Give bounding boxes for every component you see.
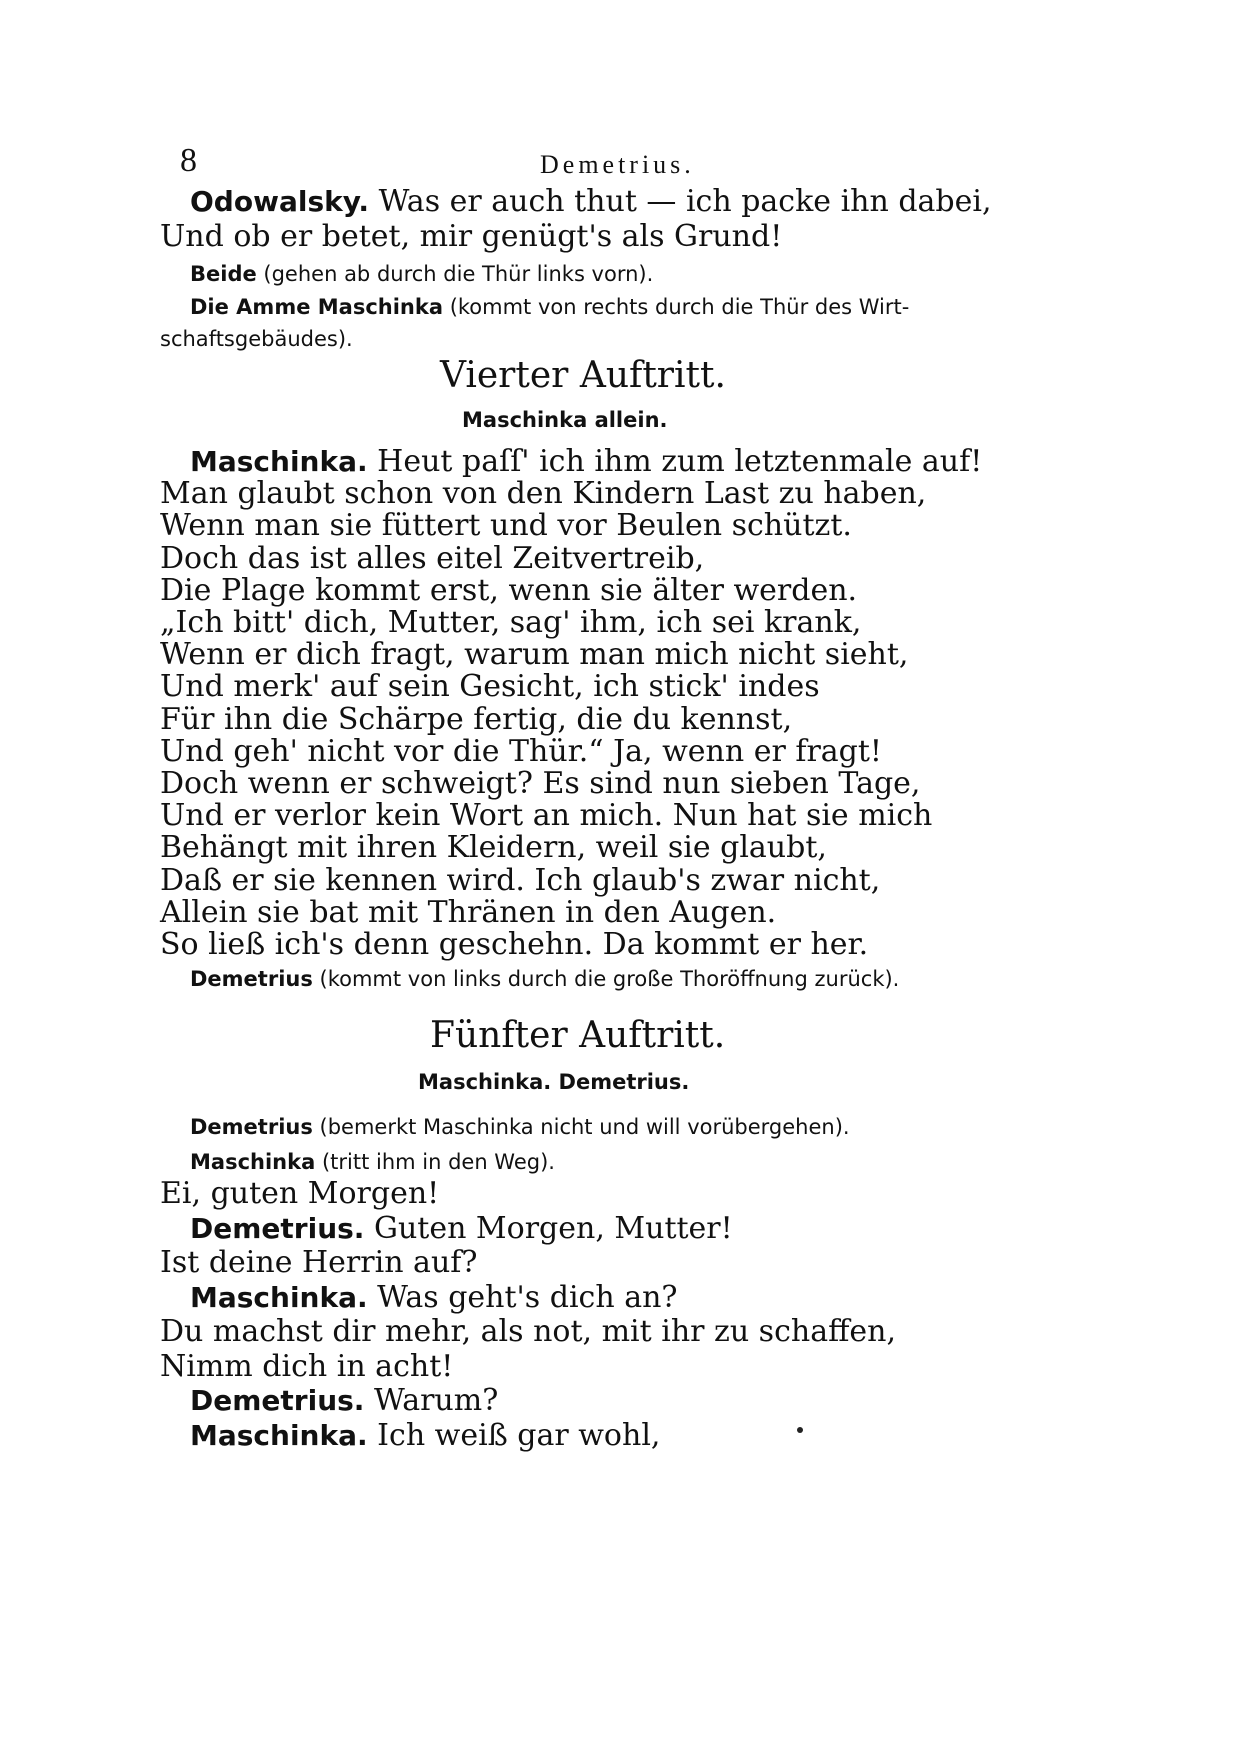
verse-line <box>190 185 992 219</box>
verse-line <box>190 445 982 479</box>
verse-line <box>190 1384 498 1418</box>
verse-text: Ei, guten Morgen! <box>160 1176 440 1211</box>
speaker-name: Beide <box>190 262 257 286</box>
verse-text: Ich weiß gar wohl, <box>367 1417 661 1453</box>
verse-line <box>160 799 932 833</box>
verse-text: „Ich bitt' dich, Mutter, sag' ihm, ich sei krank, <box>160 605 862 640</box>
direction-text: (bemerkt Maschinka nicht und will vorübergehen). <box>312 1115 850 1139</box>
verse-text: Und merk' auf sein Gesicht, ich stick' indes <box>160 669 820 705</box>
verse-line <box>160 1177 439 1211</box>
verse-line <box>160 542 704 576</box>
verse-text: Was er auch thut — ich packe ihn dabei, <box>369 184 992 219</box>
verse-text: Wenn er dich fragt, warum man mich nicht sieht, <box>160 637 909 673</box>
verse-line <box>160 1350 453 1384</box>
verse-text: So ließ ich's denn geschehn. Da kommt er her. <box>160 927 869 962</box>
verse-text: Man glaubt schon von den Kindern Last zu haben, <box>160 476 927 512</box>
verse-text: Warum? <box>364 1383 499 1418</box>
verse-line <box>190 1212 733 1246</box>
direction-text: (tritt ihm in den Weg). <box>315 1149 555 1174</box>
direction-text: schaftsgebäudes). <box>160 327 353 351</box>
scene-heading: Vierter Auftritt. <box>440 355 726 396</box>
verse-text: Die Plage kommt erst, wenn sie älter werden. <box>160 572 858 608</box>
verse-text: Doch wenn er schweigt? Es sind nun sieben Tage, <box>160 766 921 801</box>
direction-text: (kommt von rechts durch die Thür des Wirt- <box>443 295 910 319</box>
verse-text: Und geh' nicht vor die Thür.“ Ja, wenn er fragt! <box>160 733 882 769</box>
speaker-name: Demetrius <box>190 967 313 992</box>
stage-direction <box>190 1108 850 1144</box>
verse-line <box>190 1281 677 1315</box>
verse-text: Behängt mit ihren Kleidern, weil sie glaubt, <box>160 830 827 866</box>
verse-text: Daß er sie kennen wird. Ich glaub's zwar nicht, <box>160 862 881 898</box>
verse-text: Und ob er betet, mir genügt's als Grund! <box>160 219 783 254</box>
scene-cast: Maschinka. Demetrius. <box>418 1070 690 1094</box>
stage-direction <box>190 960 899 996</box>
direction-text: (gehen ab durch die Thür links vorn). <box>256 262 654 286</box>
speaker-name: Demetrius. <box>190 1211 365 1245</box>
speaker-name: Maschinka. <box>190 1280 368 1314</box>
verse-text: Doch das ist alles eitel Zeitvertreib, <box>160 540 705 576</box>
running-title: Demetrius. <box>540 150 695 179</box>
verse-line <box>160 509 852 543</box>
verse-line <box>160 220 782 254</box>
speaker-name: Demetrius <box>190 1115 313 1139</box>
speaker-name: Die Amme Maschinka <box>190 295 444 319</box>
page-number: 8 <box>180 142 197 179</box>
verse-line <box>160 1246 477 1280</box>
speaker-name: Maschinka <box>190 1149 316 1174</box>
verse-line <box>160 670 820 704</box>
verse-text: Und er verlor kein Wort an mich. Nun hat sie mich <box>160 798 933 834</box>
verse-line <box>160 477 926 511</box>
direction-text: (kommt von links durch die große Thoröffnung zurück). <box>312 967 900 992</box>
verse-line <box>160 606 861 640</box>
verse-text: Ist deine Herrin auf? <box>160 1245 478 1280</box>
stage-direction <box>190 288 909 324</box>
verse-line <box>160 1315 896 1349</box>
verse-line <box>160 574 857 608</box>
verse-line <box>160 767 920 801</box>
verse-text: Was geht's dich an? <box>367 1279 678 1315</box>
stage-direction <box>190 255 653 291</box>
verse-text: Für ihn die Schärpe fertig, die du kennst, <box>160 701 793 737</box>
speaker-name: Odowalsky. <box>190 185 370 218</box>
verse-text: Nimm dich in acht! <box>160 1348 454 1384</box>
speaker-name: Maschinka. <box>190 445 368 478</box>
verse-text: Du machst dir mehr, als not, mit ihr zu schaffen, <box>160 1314 897 1349</box>
verse-text: Heut paſſ' ich ihm zum letztenmale auf! <box>367 444 983 479</box>
speaker-name: Maschinka. <box>190 1418 368 1452</box>
scene-heading: Fünfter Auftritt. <box>430 1015 726 1056</box>
speaker-name: Demetrius. <box>190 1384 365 1417</box>
verse-text: Guten Morgen, Mutter! <box>364 1210 733 1246</box>
ink-speck <box>797 1427 803 1433</box>
stage-direction <box>190 1143 555 1179</box>
verse-line <box>160 928 868 962</box>
scene-cast: Maschinka allein. <box>462 408 668 432</box>
stage-direction <box>160 320 353 356</box>
verse-line <box>160 864 880 898</box>
verse-text: Wenn man sie füttert und vor Beulen schützt. <box>160 508 852 544</box>
verse-line <box>160 831 827 865</box>
verse-line <box>160 703 792 737</box>
verse-line <box>160 735 882 769</box>
verse-line <box>160 896 776 930</box>
verse-text: Allein sie bat mit Thränen in den Augen. <box>160 894 777 930</box>
verse-line <box>190 1419 660 1453</box>
verse-line <box>160 638 908 672</box>
